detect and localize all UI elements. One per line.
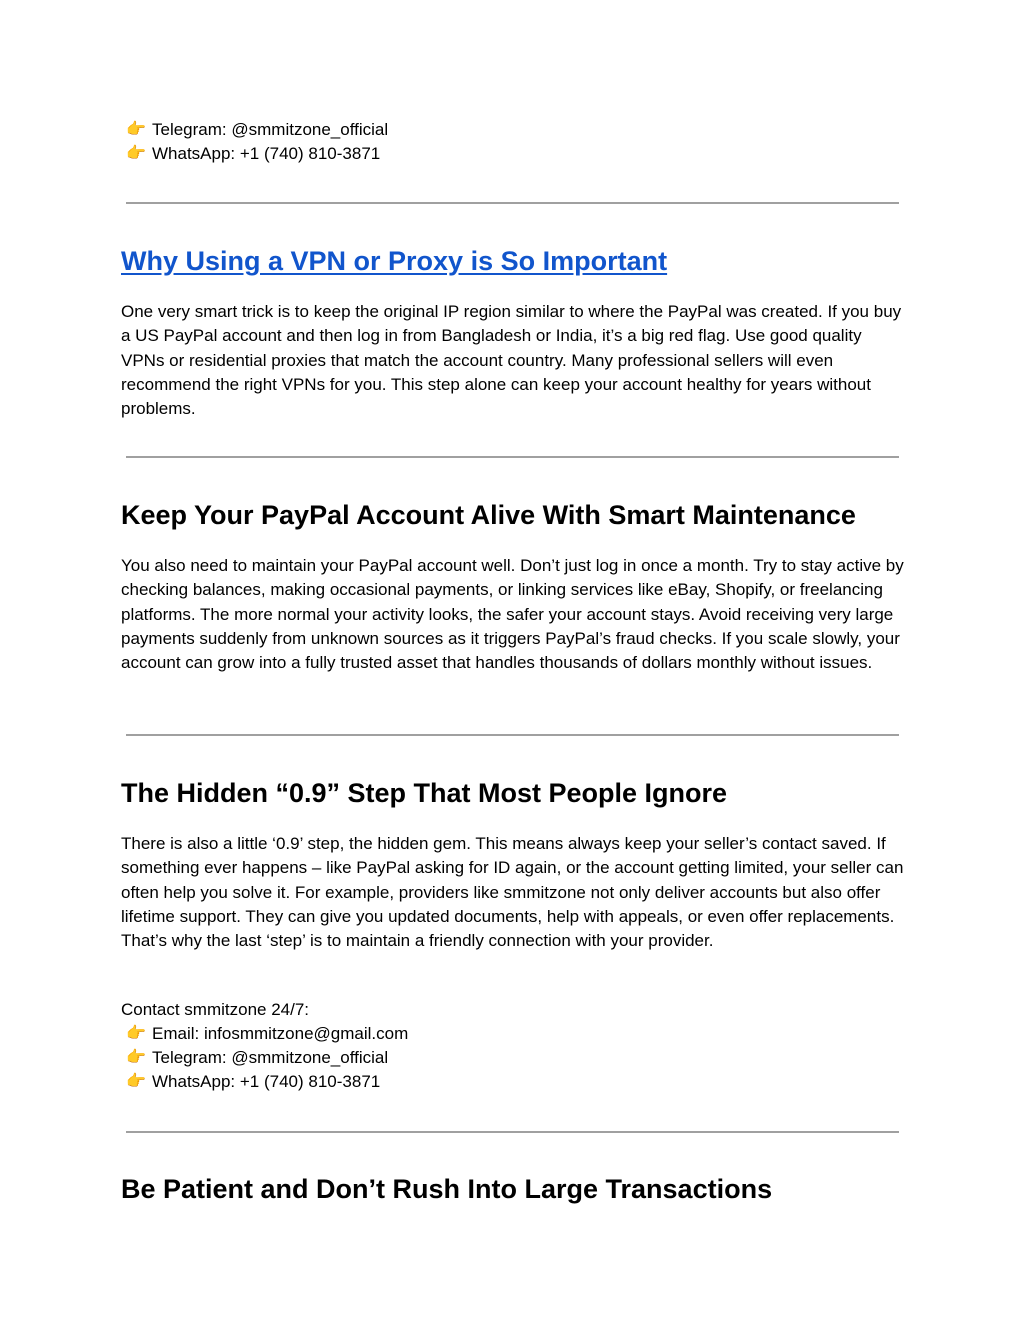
section-heading: Be Patient and Don’t Rush Into Large Transactions (121, 1174, 773, 1204)
whatsapp-contact-text: WhatsApp: +1 (740) 810-3871 (152, 144, 381, 163)
contact-block (121, 998, 907, 1094)
section-heading-vpn-link[interactable]: Why Using a VPN or Proxy is So Important (121, 246, 668, 276)
pointing-finger-icon: 👉 (126, 121, 146, 138)
pointing-finger-icon: 👉 (126, 1049, 146, 1066)
section-hidden-step-body (121, 832, 907, 953)
pointing-finger-icon: 👉 (126, 145, 146, 162)
section-heading: The Hidden “0.9” Step That Most People Ignore (121, 778, 728, 808)
section-paragraph: There is also a little ‘0.9’ step, the hidden gem. This means always keep your seller’s contact saved. If something ever happens – like PayPal asking for ID again, or the account getting limited, your seller can often help you solve it. For example, providers like smmitzone not only deliver accounts but also offer lifetime support. They can give you updated documents, help with appeals, or even offer replacements. That’s why the last ‘step’ is to maintain a friendly connection with your provider. (121, 834, 904, 951)
horizontal-divider (126, 1131, 899, 1133)
section-maintenance-body (121, 554, 907, 675)
email-contact-text: Email: infosmmitzone@gmail.com (152, 1024, 409, 1043)
horizontal-divider (126, 456, 899, 458)
top-contact-list (121, 118, 907, 166)
section-vpn-body (121, 300, 907, 421)
contact-intro: Contact smmitzone 24/7: (121, 1000, 310, 1019)
section-maintenance (121, 498, 907, 532)
section-hidden-step (121, 776, 907, 810)
section-patience (121, 1172, 907, 1206)
telegram-contact-line (121, 1046, 907, 1070)
section-vpn (121, 244, 907, 278)
section-paragraph: You also need to maintain your PayPal account well. Don’t just log in once a month. Try to stay active by checking balances, making occasional payments, or linking services like eBay, Shopify, or freelancing platforms. The more normal your activity looks, the safer your account stays. Avoid receiving very large payments suddenly from unknown sources as it triggers PayPal’s fraud checks. If you scale slowly, your account can grow into a fully trusted asset that handles thousands of dollars monthly without issues. (121, 556, 904, 673)
whatsapp-contact-line (121, 1070, 907, 1094)
telegram-contact-line (121, 118, 907, 142)
email-contact-line (121, 1022, 907, 1046)
section-paragraph: One very smart trick is to keep the original IP region similar to where the PayPal was created. If you buy a US PayPal account and then log in from Bangladesh or India, it’s a big red flag. Use good quality VPNs or residential proxies that match the account country. Many professional sellers will even recommend the right VPNs for you. This step alone can keep your account healthy for years without problems. (121, 302, 902, 419)
pointing-finger-icon: 👉 (126, 1025, 146, 1042)
horizontal-divider (126, 734, 899, 736)
telegram-contact-text: Telegram: @smmitzone_official (152, 1048, 389, 1067)
whatsapp-contact-text: WhatsApp: +1 (740) 810-3871 (152, 1072, 381, 1091)
section-heading: Keep Your PayPal Account Alive With Smart Maintenance (121, 500, 856, 530)
telegram-contact-text: Telegram: @smmitzone_official (152, 120, 389, 139)
horizontal-divider (126, 202, 899, 204)
pointing-finger-icon: 👉 (126, 1073, 146, 1090)
whatsapp-contact-line (121, 142, 907, 166)
